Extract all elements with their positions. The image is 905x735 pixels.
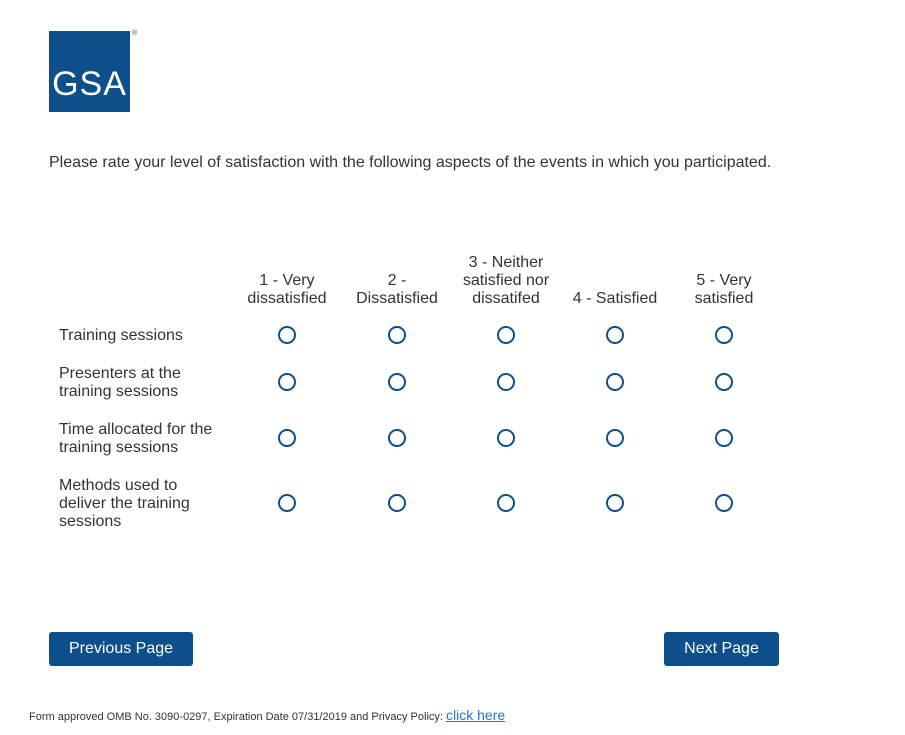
radio-row3-option5[interactable] <box>715 429 733 447</box>
radio-row3-option3[interactable] <box>497 429 515 447</box>
radio-row1-option4[interactable] <box>606 326 624 344</box>
radio-row2-option5[interactable] <box>715 373 733 391</box>
radio-row2-option1[interactable] <box>278 373 296 391</box>
column-header-label: 3 - Neither satisfied nor dissatifed <box>462 254 550 307</box>
radio-row4-option1[interactable] <box>278 494 296 512</box>
radio-row4-option2[interactable] <box>388 494 406 512</box>
question-text: Please rate your level of satisfaction with the following aspects of the events in which you participated. <box>49 154 772 171</box>
radio-row4-option5[interactable] <box>715 494 733 512</box>
next-page-button[interactable]: Next Page <box>664 632 779 666</box>
column-header-label: 5 - Very satisfied <box>694 272 754 307</box>
column-header-very-satisfied <box>669 254 779 308</box>
radio-row4-option3[interactable] <box>497 494 515 512</box>
gsa-logo <box>49 31 130 112</box>
radio-row3-option2[interactable] <box>388 429 406 447</box>
footer-omb-notice <box>29 707 505 723</box>
column-header-neither <box>451 254 561 308</box>
column-header-satisfied <box>560 254 670 308</box>
radio-row1-option1[interactable] <box>278 326 296 344</box>
footer-text: Form approved OMB No. 3090-0297, Expiration Date 07/31/2019 and Privacy Policy: <box>29 711 447 723</box>
radio-row3-option1[interactable] <box>278 429 296 447</box>
row-label-methods-used: Methods used to deliver the training sessions <box>59 477 190 530</box>
radio-row1-option5[interactable] <box>715 326 733 344</box>
radio-row4-option4[interactable] <box>606 494 624 512</box>
radio-row3-option4[interactable] <box>606 429 624 447</box>
registered-mark: ® <box>132 30 138 37</box>
row-label-presenters: Presenters at the training sessions <box>59 365 181 400</box>
radio-row2-option2[interactable] <box>388 373 406 391</box>
column-header-label: 1 - Very dissatisfied <box>247 272 327 307</box>
gsa-logo-text: GSA <box>52 65 127 103</box>
column-header-label: 2 - Dissatisfied <box>356 272 438 307</box>
column-header-very-dissatisfied <box>232 254 342 308</box>
radio-row1-option2[interactable] <box>388 326 406 344</box>
row-label-time-allocated: Time allocated for the training sessions <box>59 421 213 456</box>
privacy-policy-link[interactable]: click here <box>446 707 506 723</box>
column-header-label: 4 - Satisfied <box>572 290 658 307</box>
radio-row1-option3[interactable] <box>497 326 515 344</box>
radio-row2-option3[interactable] <box>497 373 515 391</box>
row-label-training-sessions: Training sessions <box>59 327 183 344</box>
radio-row2-option4[interactable] <box>606 373 624 391</box>
previous-page-button[interactable]: Previous Page <box>49 632 193 666</box>
column-header-dissatisfied <box>342 254 452 308</box>
